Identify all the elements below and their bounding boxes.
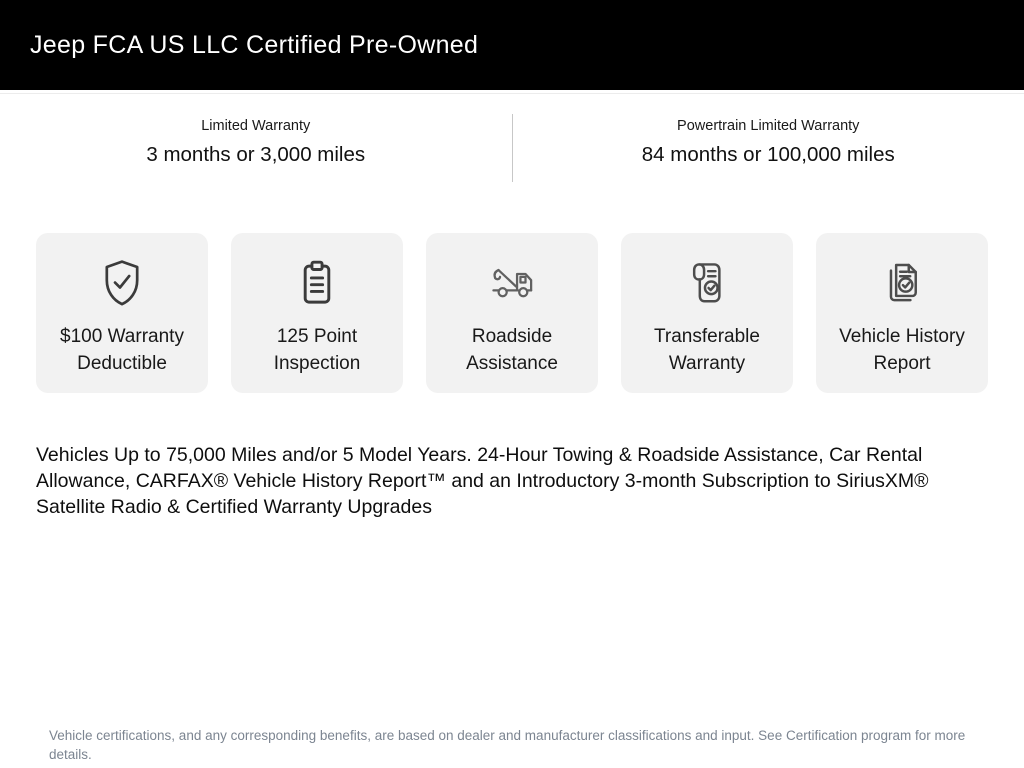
benefits-description: Vehicles Up to 75,000 Miles and/or 5 Model Years. 24-Hour Towing & Roadside Assistance, Car Rental Allowance, CARFAX® Vehicle History Report™ and an Introductory 3-month Subscription to SiriusXM® Satellite Radio & Certified Warranty Upgrades <box>36 444 929 518</box>
card-label: Transferable Warranty <box>654 326 760 374</box>
documents-check-icon <box>874 255 930 311</box>
scroll-check-icon <box>679 255 735 311</box>
limited-warranty-label: Limited Warranty <box>201 118 311 134</box>
card-roadside-assistance <box>426 233 598 393</box>
limited-warranty-block <box>0 114 512 186</box>
certification-disclaimer: Vehicle certifications, and any corresponding benefits, are based on dealer and manufacturer classifications and input. See Certification program for more details. <box>49 727 966 762</box>
warranty-summary <box>0 114 1024 186</box>
powertrain-warranty-block <box>513 114 1024 186</box>
card-point-inspection <box>231 233 403 393</box>
card-warranty-deductible <box>36 233 208 393</box>
benefit-cards-row <box>36 233 988 393</box>
card-label: 125 Point Inspection <box>273 326 361 374</box>
card-label: $100 Warranty Deductible <box>60 326 184 374</box>
card-vehicle-history <box>816 233 988 393</box>
tow-truck-icon <box>484 255 540 311</box>
limited-warranty-value: 3 months or 3,000 miles <box>146 143 366 166</box>
card-label: Roadside Assistance <box>466 326 558 374</box>
page-title: Jeep FCA US LLC Certified Pre-Owned <box>30 30 479 59</box>
powertrain-warranty-value: 84 months or 100,000 miles <box>641 143 895 166</box>
card-transferable-warranty <box>621 233 793 393</box>
clipboard-icon <box>289 255 345 311</box>
header-bar <box>0 0 1024 90</box>
card-label: Vehicle History Report <box>839 326 965 374</box>
shield-check-icon <box>94 255 150 311</box>
header-divider <box>0 93 1024 94</box>
powertrain-warranty-label: Powertrain Limited Warranty <box>677 118 860 134</box>
